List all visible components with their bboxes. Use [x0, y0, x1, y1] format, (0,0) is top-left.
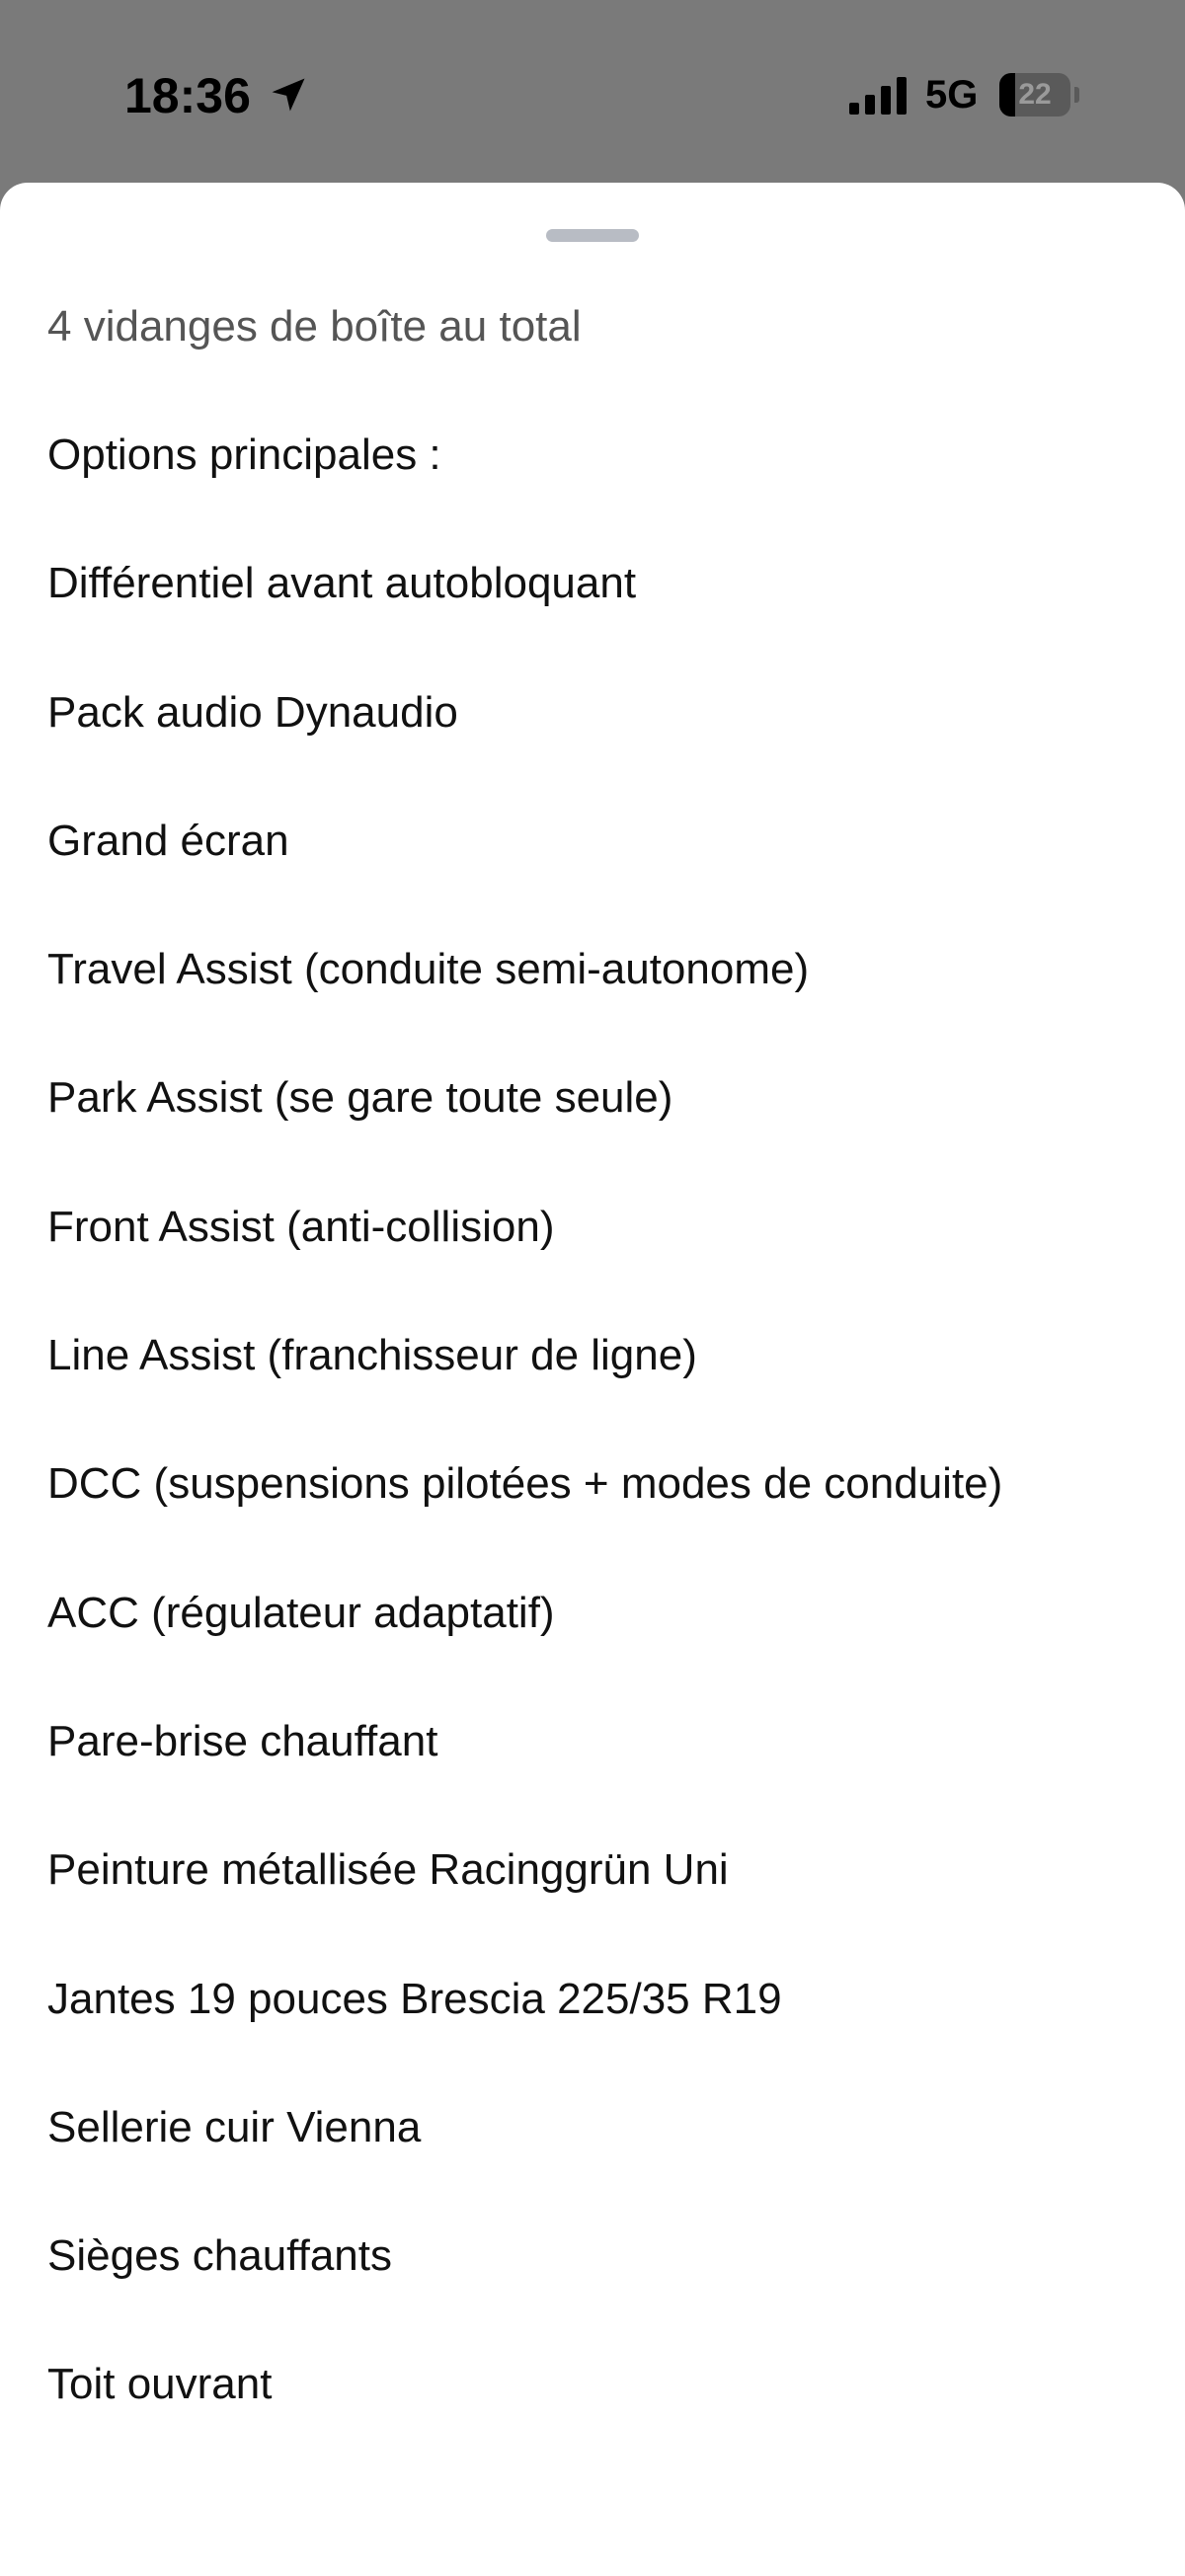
status-bar [0, 0, 1185, 183]
option-item: Toit ouvrant [47, 2360, 273, 2409]
option-item: Line Assist (franchisseur de ligne) [47, 1331, 697, 1380]
option-item: Pare-brise chauffant [47, 1716, 438, 1765]
location-arrow-icon [267, 73, 310, 117]
option-item: Front Assist (anti-collision) [47, 1202, 555, 1251]
gearbox-oil-summary: 4 vidanges de boîte au total [47, 302, 582, 351]
network-type: 5G [925, 73, 979, 117]
option-item: ACC (régulateur adaptatif) [47, 1588, 555, 1637]
option-item: Peinture métallisée Racinggrün Uni [47, 1845, 729, 1895]
options-list [47, 430, 1003, 2492]
bottom-sheet [0, 183, 1185, 2576]
battery-icon [999, 73, 1078, 117]
option-item: Pack audio Dynaudio [47, 687, 458, 737]
option-item: Travel Assist (conduite semi-autonome) [47, 945, 810, 994]
option-item: Jantes 19 pouces Brescia 225/35 R19 [47, 1974, 782, 2023]
option-item: Park Assist (se gare toute seule) [47, 1073, 673, 1123]
battery-level: 22 [1018, 78, 1052, 111]
option-item: DCC (suspensions pilotées + modes de conduite) [47, 1459, 1003, 1509]
option-item: Grand écran [47, 816, 289, 865]
sheet-grabber-handle[interactable] [546, 229, 639, 242]
option-item: Sièges chauffants [47, 2231, 392, 2281]
status-time: 18:36 [124, 68, 251, 123]
option-item: Différentiel avant autobloquant [47, 559, 637, 608]
cellular-signal-icon [849, 77, 907, 117]
options-heading: Options principales : [47, 430, 441, 479]
option-item: Sellerie cuir Vienna [47, 2102, 422, 2151]
